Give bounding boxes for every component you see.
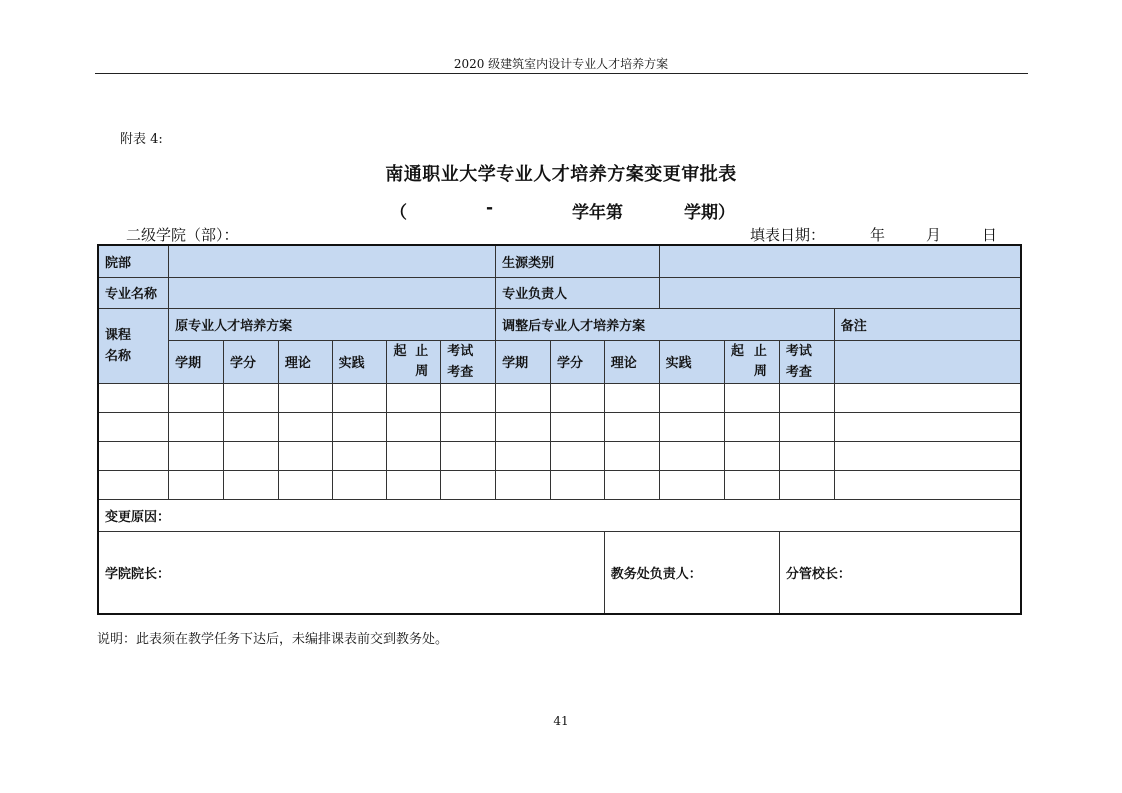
cell[interactable]: [278, 383, 332, 412]
cell[interactable]: [604, 383, 659, 412]
table-row: [98, 470, 1021, 499]
subtitle-semester: 学期）: [684, 203, 735, 223]
cell[interactable]: [496, 383, 551, 412]
date-year-label: 年: [870, 226, 886, 244]
cell[interactable]: [496, 441, 551, 470]
header-rule: [95, 73, 1028, 74]
cell[interactable]: [98, 383, 169, 412]
orig-theory-header: 理论: [278, 340, 332, 383]
original-plan-header: 原专业人才培养方案: [169, 308, 496, 340]
major-head-field[interactable]: [659, 277, 1021, 308]
form-note: 说明：此表须在教学任务下达后，未编排课表前交到教务处。: [97, 632, 449, 647]
cell[interactable]: [224, 441, 279, 470]
orig-start-char: 起: [393, 343, 407, 359]
orig-exam-line2: 考查: [447, 364, 474, 380]
subtitle-dash: -: [486, 198, 494, 218]
cell[interactable]: [551, 441, 605, 470]
source-type-field[interactable]: [659, 245, 1021, 277]
date-day-label: 日: [982, 226, 998, 244]
cell[interactable]: [441, 470, 496, 499]
cell[interactable]: [659, 441, 724, 470]
course-name-line1: 课程: [105, 327, 132, 343]
cell[interactable]: [834, 470, 1021, 499]
department-field[interactable]: [169, 245, 496, 277]
source-type-label: 生源类别: [496, 245, 659, 277]
page-number: 41: [553, 714, 569, 728]
adj-exam-header: [779, 340, 834, 383]
adj-week-char: 周: [753, 363, 767, 379]
cell[interactable]: [496, 470, 551, 499]
college-label: 二级学院（部）：: [126, 226, 239, 244]
major-head-label: 专业负责人: [496, 277, 659, 308]
adj-semester-header: 学期: [496, 340, 551, 383]
orig-exam-header: [441, 340, 496, 383]
orig-semester-header: 学期: [169, 340, 224, 383]
cell[interactable]: [332, 412, 387, 441]
adj-practice-header: 实践: [659, 340, 724, 383]
department-label: 院部: [98, 245, 169, 277]
table-row: [98, 412, 1021, 441]
cell[interactable]: [224, 412, 279, 441]
cell[interactable]: [725, 441, 780, 470]
cell[interactable]: [332, 441, 387, 470]
form-title: 南通职业大学专业人才培养方案变更审批表: [385, 164, 737, 185]
cell[interactable]: [779, 383, 834, 412]
orig-credits-header: 学分: [224, 340, 279, 383]
adj-theory-header: 理论: [604, 340, 659, 383]
course-name-header: [98, 308, 169, 383]
cell[interactable]: [551, 470, 605, 499]
cell[interactable]: [604, 470, 659, 499]
approval-form-table: [97, 244, 1022, 615]
cell[interactable]: [332, 383, 387, 412]
adj-exam-line2: 考查: [785, 364, 812, 380]
cell[interactable]: [779, 412, 834, 441]
cell[interactable]: [725, 383, 780, 412]
adj-credits-header: 学分: [551, 340, 605, 383]
cell[interactable]: [779, 441, 834, 470]
orig-week-char: 周: [415, 363, 429, 379]
cell[interactable]: [98, 441, 169, 470]
cell[interactable]: [779, 470, 834, 499]
course-name-line2: 名称: [105, 348, 132, 364]
cell[interactable]: [169, 441, 224, 470]
cell[interactable]: [278, 441, 332, 470]
remarks-sub-header: [834, 340, 1021, 383]
cell[interactable]: [98, 412, 169, 441]
cell[interactable]: [659, 470, 724, 499]
adj-exam-line1: 考试: [785, 343, 812, 359]
cell[interactable]: [441, 383, 496, 412]
major-name-field[interactable]: [169, 277, 496, 308]
cell[interactable]: [834, 383, 1021, 412]
page-header: 2020 级建筑室内设计专业人才培养方案: [453, 57, 669, 71]
cell[interactable]: [98, 470, 169, 499]
vice-president-signature-field[interactable]: 分管校长：: [779, 531, 1021, 614]
adjusted-plan-header: 调整后专业人才培养方案: [496, 308, 835, 340]
cell[interactable]: [387, 441, 441, 470]
table-row: [98, 441, 1021, 470]
cell[interactable]: [387, 383, 441, 412]
adj-start-char: 起: [731, 343, 745, 359]
cell[interactable]: [725, 412, 780, 441]
form-subtitle: [0, 198, 1122, 222]
adj-start-end-week-header: [725, 340, 780, 383]
cell[interactable]: [659, 383, 724, 412]
academic-affairs-signature-field[interactable]: 教务处负责人：: [604, 531, 779, 614]
orig-start-end-week-header: [387, 340, 441, 383]
cell[interactable]: [441, 441, 496, 470]
cell[interactable]: [387, 412, 441, 441]
major-name-label: 专业名称: [98, 277, 169, 308]
cell[interactable]: [551, 412, 605, 441]
cell[interactable]: [278, 470, 332, 499]
appendix-label: 附表 4:: [120, 132, 163, 147]
fill-date-label: 填表日期：: [750, 226, 826, 244]
cell[interactable]: [224, 383, 279, 412]
cell[interactable]: [224, 470, 279, 499]
date-month-label: 月: [926, 226, 942, 244]
orig-practice-header: 实践: [332, 340, 387, 383]
change-reason-field[interactable]: 变更原因：: [98, 499, 1021, 531]
cell[interactable]: [604, 441, 659, 470]
subtitle-open-paren: （: [390, 203, 407, 223]
cell[interactable]: [834, 412, 1021, 441]
dean-signature-field[interactable]: 学院院长：: [98, 531, 604, 614]
cell[interactable]: [278, 412, 332, 441]
cell[interactable]: [659, 412, 724, 441]
adj-end-char: 止: [753, 343, 767, 359]
cell[interactable]: [387, 470, 441, 499]
cell[interactable]: [169, 412, 224, 441]
remarks-header: 备注: [834, 308, 1021, 340]
cell[interactable]: [551, 383, 605, 412]
cell[interactable]: [834, 441, 1021, 470]
orig-exam-line1: 考试: [447, 343, 474, 359]
orig-end-char: 止: [415, 343, 429, 359]
cell[interactable]: [496, 412, 551, 441]
cell[interactable]: [332, 470, 387, 499]
cell[interactable]: [441, 412, 496, 441]
cell[interactable]: [169, 383, 224, 412]
cell[interactable]: [725, 470, 780, 499]
cell[interactable]: [169, 470, 224, 499]
table-row: [98, 383, 1021, 412]
cell[interactable]: [604, 412, 659, 441]
subtitle-academic-year: 学年第: [572, 203, 623, 223]
